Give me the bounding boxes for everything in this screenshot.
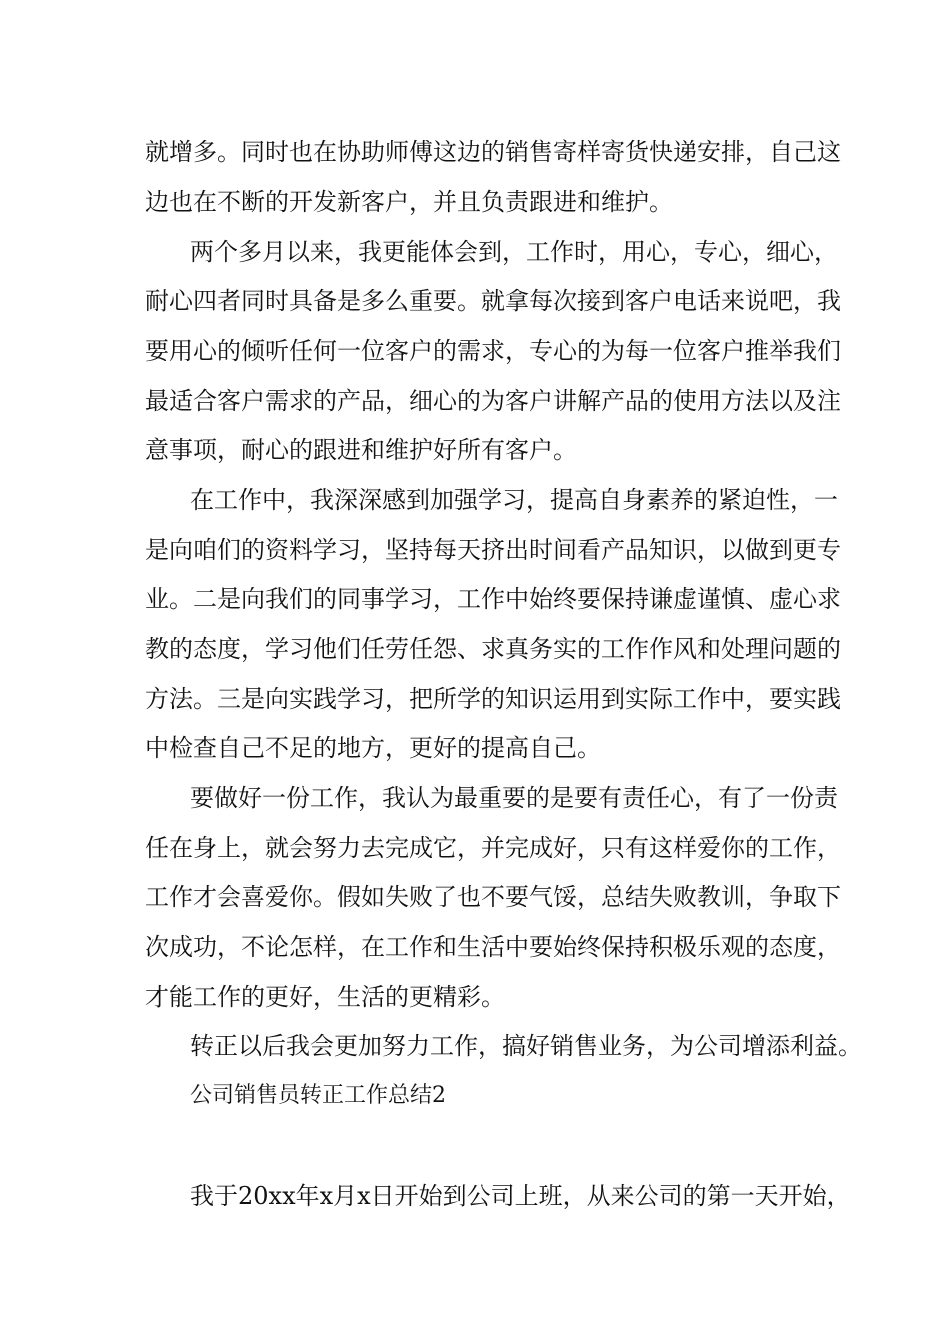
paragraph-line: 边也在不断的开发新客户，并且负责跟进和维护。: [145, 188, 673, 216]
paragraph-line: 转正以后我会更加努力工作，搞好销售业务，为公司增添利益。: [190, 1032, 862, 1060]
paragraph-line: 意事项，耐心的跟进和维护好所有客户。: [145, 436, 577, 464]
paragraph-line: 方法。三是向实践学习，把所学的知识运用到实际工作中，要实践: [145, 685, 841, 713]
paragraph-line: 业。二是向我们的同事学习，工作中始终要保持谦虚谨慎、虚心求: [145, 585, 841, 613]
paragraph-line: 最适合客户需求的产品，细心的为客户讲解产品的使用方法以及注: [145, 387, 841, 415]
paragraph-line: 两个多月以来，我更能体会到，工作时，用心，专心，细心，: [190, 238, 838, 266]
paragraph-line: 是向咱们的资料学习，坚持每天挤出时间看产品知识，以做到更专: [145, 536, 841, 564]
paragraph-line: 才能工作的更好，生活的更精彩。: [145, 983, 505, 1011]
section-heading: 公司销售员转正工作总结2: [190, 1083, 446, 1108]
paragraph-line: 要做好一份工作，我认为最重要的是要有责任心，有了一份责: [190, 784, 838, 812]
paragraph-line: 任在身上，就会努力去完成它，并完成好，只有这样爱你的工作，: [145, 834, 841, 862]
paragraph-line: 在工作中，我深深感到加强学习，提高自身素养的紧迫性，一: [190, 486, 838, 514]
paragraph-line: 中检查自己不足的地方，更好的提高自己。: [145, 734, 601, 762]
paragraph-line: 我于20xx年x月x日开始到公司上班，从来公司的第一天开始，: [190, 1182, 851, 1210]
paragraph-line: 就增多。同时也在协助师傅这边的销售寄样寄货快递安排，自己这: [145, 138, 841, 166]
paragraph-line: 工作才会喜爱你。假如失败了也不要气馁，总结失败教训，争取下: [145, 883, 841, 911]
paragraph-line: 教的态度，学习他们任劳任怨、求真务实的工作作风和处理问题的: [145, 635, 841, 663]
paragraph-line: 耐心四者同时具备是多么重要。就拿每次接到客户电话来说吧，我: [145, 287, 841, 315]
paragraph-line: 要用心的倾听任何一位客户的需求，专心的为每一位客户推举我们: [145, 337, 841, 365]
paragraph-line: 次成功，不论怎样，在工作和生活中要始终保持积极乐观的态度，: [145, 933, 841, 961]
